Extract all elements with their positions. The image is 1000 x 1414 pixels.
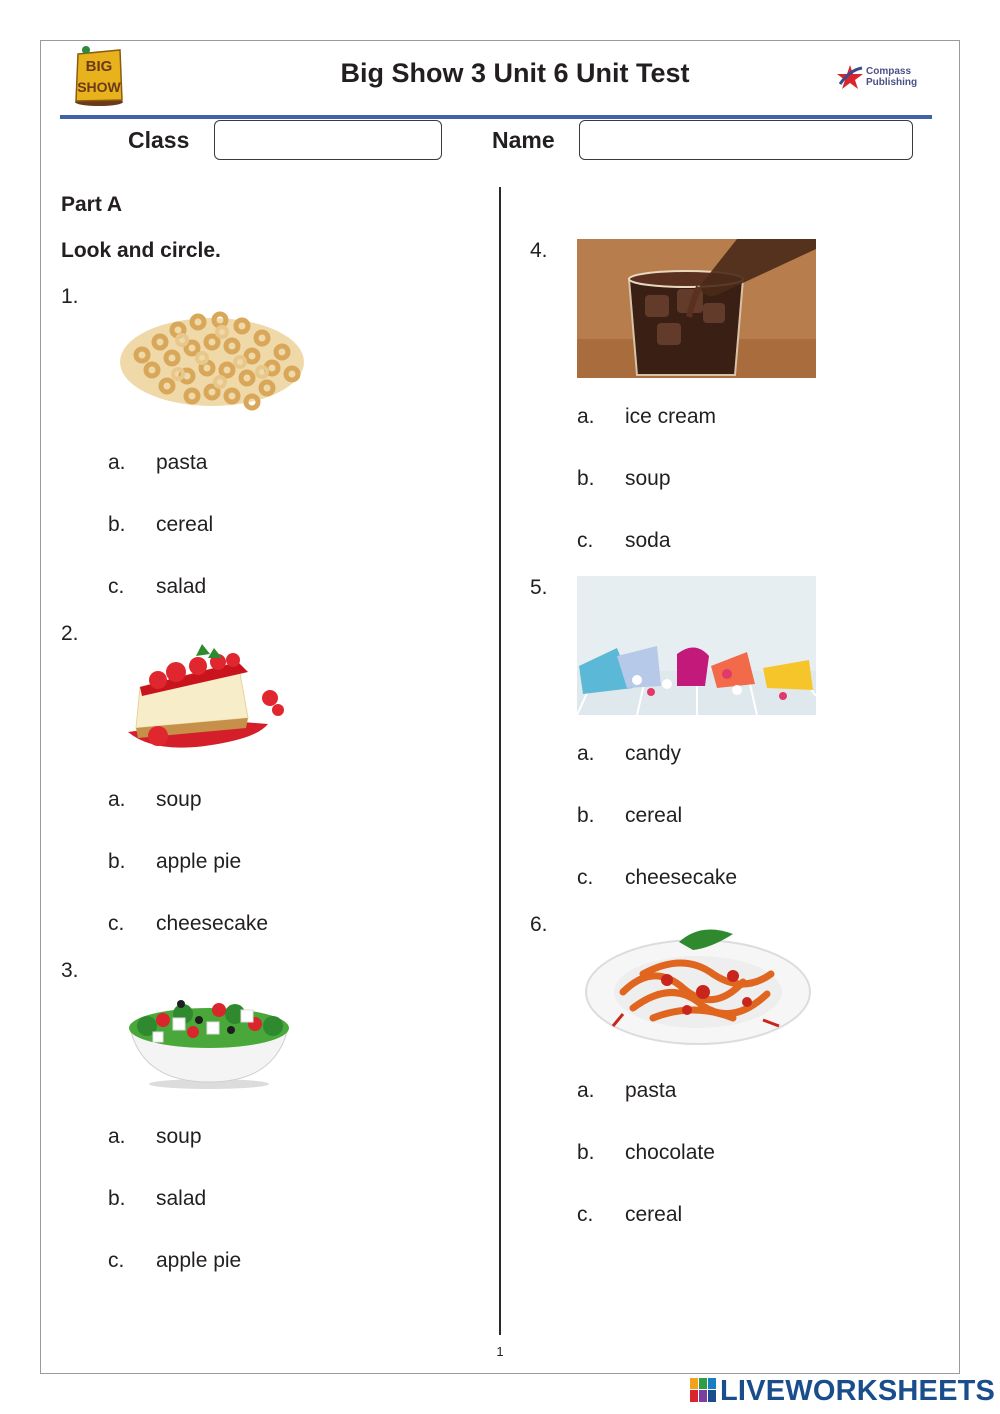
option-letter: c. — [577, 866, 594, 889]
option-text[interactable]: apple pie — [156, 850, 242, 873]
option-text[interactable]: apple pie — [156, 1249, 242, 1272]
option-text[interactable]: candy — [625, 742, 682, 765]
option-letter: a. — [577, 742, 595, 765]
compass-star-icon — [836, 64, 864, 90]
question-number: 3. — [61, 959, 79, 982]
header-rule — [60, 115, 932, 119]
option-letter: a. — [108, 788, 126, 811]
option-text[interactable]: soup — [156, 1125, 202, 1148]
option-letter: b. — [577, 467, 595, 490]
cheesecake-image — [118, 632, 293, 757]
option-letter: b. — [108, 513, 126, 536]
pasta-image — [583, 922, 813, 1047]
big-show-logo — [72, 44, 126, 106]
option-text[interactable]: pasta — [156, 451, 208, 474]
question-number: 1. — [61, 285, 79, 308]
watermark-text: LIVEWORKSHEETS — [720, 1375, 996, 1407]
option-letter: b. — [108, 1187, 126, 1210]
instruction: Look and circle. — [61, 239, 221, 262]
column-divider — [499, 187, 501, 1335]
name-label: Name — [492, 127, 555, 153]
page-number: 1 — [496, 1344, 504, 1359]
option-text[interactable]: cereal — [625, 1203, 683, 1226]
option-letter: a. — [577, 1079, 595, 1102]
option-letter: b. — [108, 850, 126, 873]
question-number: 2. — [61, 622, 79, 645]
candy-image — [577, 576, 816, 715]
page-title: Big Show 3 Unit 6 Unit Test — [340, 58, 690, 88]
option-letter: c. — [108, 575, 125, 598]
option-letter: b. — [577, 1141, 595, 1164]
question-number: 6. — [530, 913, 548, 936]
name-input[interactable] — [579, 120, 913, 160]
option-text[interactable]: salad — [156, 575, 207, 598]
question-number: 5. — [530, 576, 548, 599]
option-letter: a. — [108, 1125, 126, 1148]
option-text[interactable]: salad — [156, 1187, 207, 1210]
logo-text-show: SHOW — [77, 79, 121, 95]
option-letter: c. — [108, 1249, 125, 1272]
class-label: Class — [128, 127, 190, 153]
publisher-line1: Compass — [866, 66, 912, 77]
option-letter: c. — [577, 1203, 594, 1226]
option-text[interactable]: cereal — [156, 513, 214, 536]
option-letter: a. — [577, 405, 595, 428]
option-text[interactable]: cheesecake — [156, 912, 269, 935]
part-heading: Part A — [61, 193, 123, 216]
option-letter: a. — [108, 451, 126, 474]
publisher-line2: Publishing — [866, 77, 918, 88]
option-text[interactable]: chocolate — [625, 1141, 715, 1164]
class-input[interactable] — [214, 120, 442, 160]
soda-image — [577, 239, 816, 378]
option-text[interactable]: ice cream — [625, 405, 717, 428]
option-text[interactable]: cereal — [625, 804, 683, 827]
option-letter: c. — [577, 529, 594, 552]
salad-image — [123, 980, 295, 1090]
option-text[interactable]: soup — [625, 467, 671, 490]
option-letter: b. — [577, 804, 595, 827]
option-text[interactable]: pasta — [625, 1079, 677, 1102]
compass-publishing-logo — [836, 62, 926, 92]
logo-text-big: BIG — [85, 58, 113, 75]
option-letter: c. — [108, 912, 125, 935]
option-text[interactable]: soup — [156, 788, 202, 811]
option-text[interactable]: soda — [625, 529, 671, 552]
liveworksheets-icon — [690, 1378, 716, 1402]
question-number: 4. — [530, 239, 548, 262]
cereal-image — [112, 300, 312, 415]
option-text[interactable]: cheesecake — [625, 866, 738, 889]
